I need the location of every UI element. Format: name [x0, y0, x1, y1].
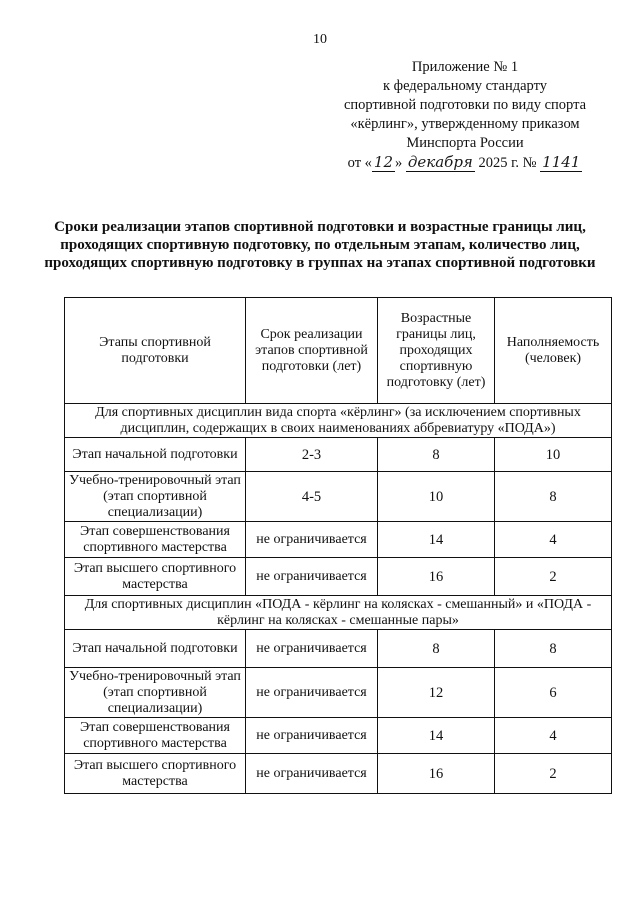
stage-cell: Этап высшего спортивного мастерства: [65, 754, 246, 794]
size-cell: 2: [495, 558, 612, 596]
duration-cell: не ограничивается: [246, 630, 378, 668]
age-cell: 8: [378, 438, 495, 472]
age-cell: 10: [378, 472, 495, 522]
size-cell: 2: [495, 754, 612, 794]
size-cell: 4: [495, 522, 612, 558]
header-age-limits: Возрастные границы лиц, проходящих спортивную подготовку (лет): [378, 298, 495, 404]
size-cell: 8: [495, 630, 612, 668]
age-cell: 12: [378, 668, 495, 718]
order-day: 12: [373, 153, 394, 171]
table-row: [65, 558, 612, 596]
section-title: Для спортивных дисциплин «ПОДА - кёрлинг на колясках - смешанный» и «ПОДА - кёрлинг на колясках - смешанные пары»: [65, 596, 612, 630]
section-title: Для спортивных дисциплин вида спорта «кёрлинг» (за исключением спортивных дисциплин, содержащих в своих наименованиях аббревиатуру «ПОДА»): [65, 404, 612, 438]
stage-cell: Учебно-тренировочный этап (этап спортивной специализации): [65, 668, 246, 718]
order-prefix: от «: [347, 155, 372, 171]
stages-table: [64, 297, 612, 794]
size-cell: 6: [495, 668, 612, 718]
stage-cell: Этап совершенствования спортивного мастерства: [65, 718, 246, 754]
stage-cell: Этап совершенствования спортивного мастерства: [65, 522, 246, 558]
order-year: 2025 г. №: [478, 155, 537, 171]
duration-cell: не ограничивается: [246, 718, 378, 754]
duration-cell: не ограничивается: [246, 522, 378, 558]
stage-cell: Этап высшего спортивного мастерства: [65, 558, 246, 596]
age-cell: 14: [378, 718, 495, 754]
order-month: декабря: [407, 153, 473, 171]
size-cell: 8: [495, 472, 612, 522]
size-cell: 4: [495, 718, 612, 754]
table-row: [65, 438, 612, 472]
stage-cell: Этап начальной подготовки: [65, 438, 246, 472]
table-row: [65, 718, 612, 754]
duration-cell: 4-5: [246, 472, 378, 522]
appendix-line-sport: спортивной подготовки по виду спорта: [343, 97, 587, 113]
table-header-row: [65, 298, 612, 404]
table-row: [65, 630, 612, 668]
header-group-size: Наполняемость (человек): [495, 298, 612, 404]
duration-cell: не ограничивается: [246, 558, 378, 596]
appendix-line-ministry: Минспорта России: [406, 135, 524, 151]
appendix-header: [300, 58, 630, 173]
table-row: [65, 668, 612, 718]
table-row: [65, 754, 612, 794]
duration-cell: не ограничивается: [246, 668, 378, 718]
page-number: 10: [313, 32, 327, 47]
age-cell: 14: [378, 522, 495, 558]
order-number: 1141: [542, 153, 581, 171]
appendix-line-order: «кёрлинг», утвержденному приказом: [350, 116, 580, 132]
appendix-title: Приложение № 1: [411, 59, 519, 75]
age-cell: 16: [378, 754, 495, 794]
stage-cell: Этап начальной подготовки: [65, 630, 246, 668]
duration-cell: 2-3: [246, 438, 378, 472]
age-cell: 16: [378, 558, 495, 596]
size-cell: 10: [495, 438, 612, 472]
stage-cell: Учебно-тренировочный этап (этап спортивной специализации): [65, 472, 246, 522]
header-duration: Срок реализации этапов спортивной подготовки (лет): [246, 298, 378, 404]
section-row: [65, 596, 612, 630]
document-title: Сроки реализации этапов спортивной подготовки и возрастные границы лиц, проходящих спортивную подготовку, по отдельным этапам, количество лиц, проходящих спортивную подготовку в группах на этапах спортивной подготовки: [44, 219, 596, 271]
header-stages: Этапы спортивной подготовки: [65, 298, 246, 404]
section-row: [65, 404, 612, 438]
duration-cell: не ограничивается: [246, 754, 378, 794]
table-row: [65, 522, 612, 558]
table-row: [65, 472, 612, 522]
order-quote-close: »: [395, 155, 403, 171]
order-date-line: [300, 153, 630, 173]
age-cell: 8: [378, 630, 495, 668]
appendix-line-standard: к федеральному стандарту: [383, 78, 547, 94]
